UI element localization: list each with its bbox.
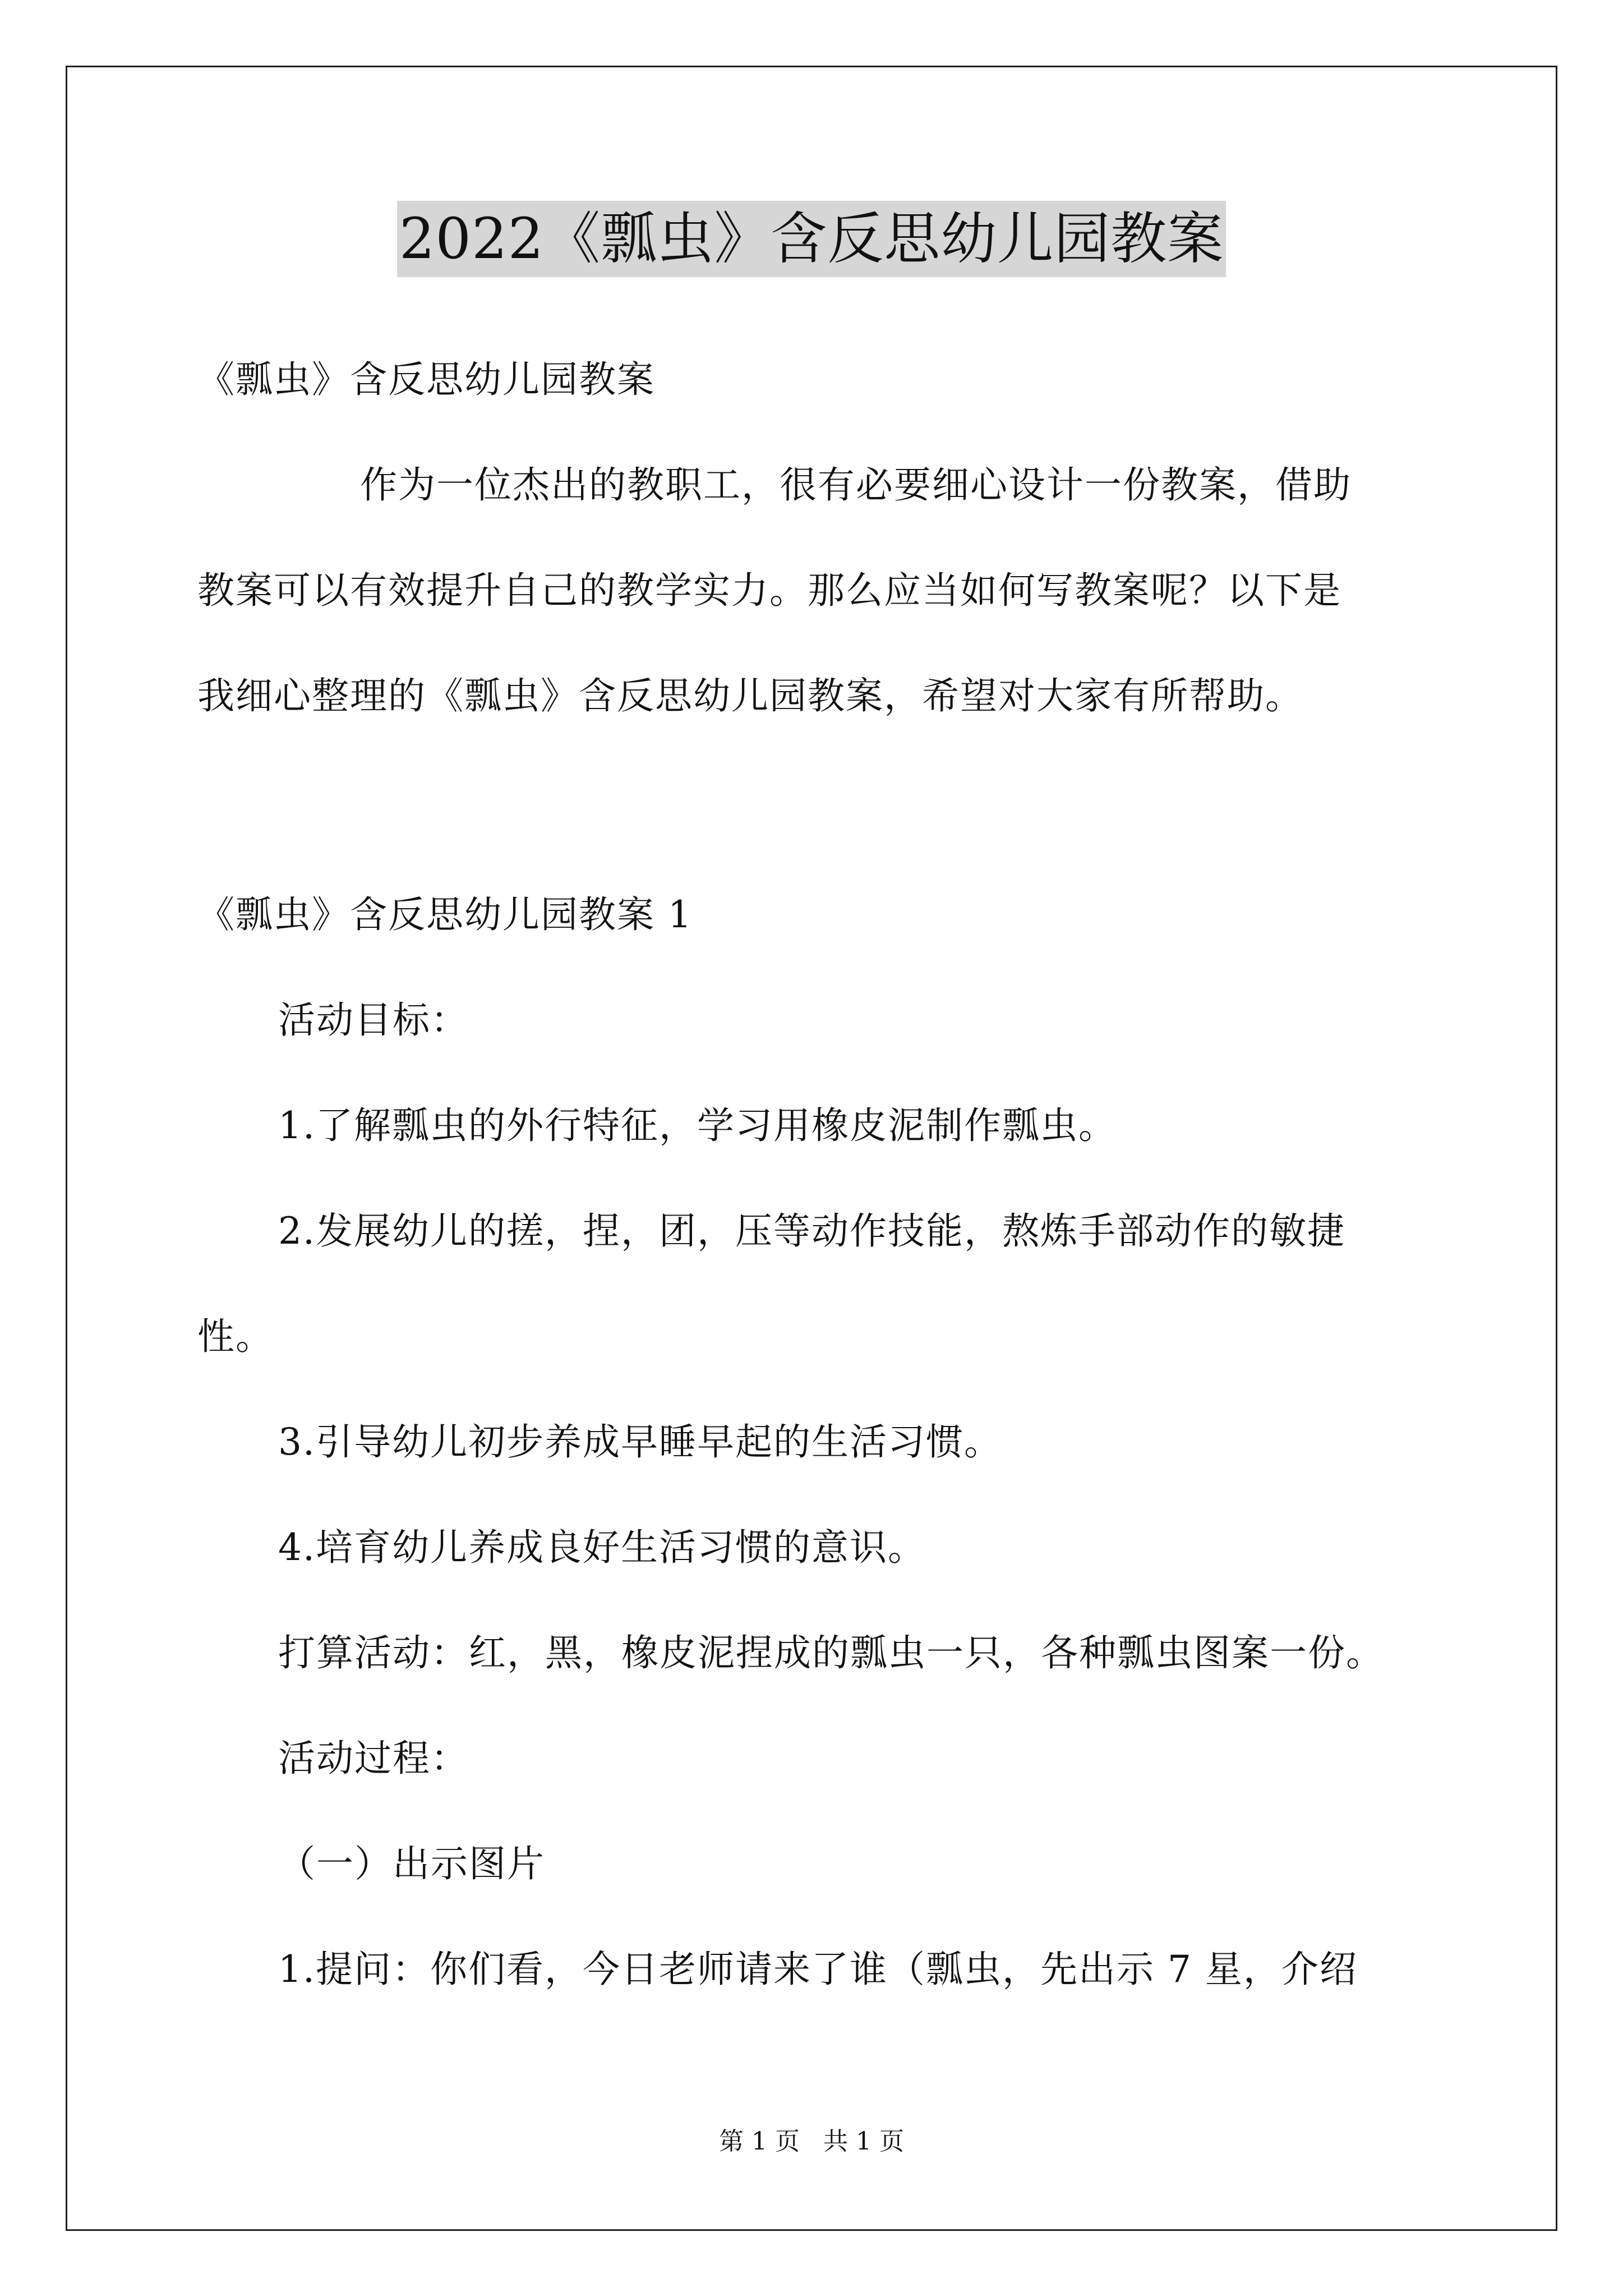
subtitle: 《瓢虫》含反思幼儿园教案 xyxy=(197,358,655,401)
activity-process-heading: 活动过程： xyxy=(278,1737,469,1780)
intro-paragraph-line-3: 我细心整理的《瓢虫》含反思幼儿园教案，希望对大家有所帮助。 xyxy=(197,674,1303,717)
section-heading: 《瓢虫》含反思幼儿园教案 1 xyxy=(197,893,693,936)
materials-paragraph: 打算活动：红，黑，橡皮泥捏成的瓢虫一只，各种瓢虫图案一份。 xyxy=(278,1631,1384,1674)
goal-item-1: 1.了解瓢虫的外行特征，学习用橡皮泥制作瓢虫。 xyxy=(278,1104,1117,1147)
intro-paragraph-line-1: 作为一位杰出的教职工，很有必要细心设计一份教案，借助 xyxy=(360,463,1352,507)
goal-item-3: 3.引导幼儿初步养成早睡早起的生活习惯。 xyxy=(278,1420,1002,1464)
goal-item-4: 4.培育幼儿养成良好生活习惯的意识。 xyxy=(278,1526,926,1569)
page-footer: 第 1 页 共 1 页 xyxy=(719,2127,904,2156)
title-container xyxy=(0,201,1623,277)
document-title: 2022《瓢虫》含反思幼儿园教案 xyxy=(397,201,1227,277)
process-step-heading: （一）出示图片 xyxy=(278,1842,545,1885)
activity-goals-heading: 活动目标： xyxy=(278,999,469,1042)
process-item-1: 1.提问：你们看，今日老师请来了谁（瓢虫，先出示 7 星，介绍 xyxy=(278,1948,1358,1991)
goal-item-2-line-1: 2.发展幼儿的搓，捏，团，压等动作技能，熬炼手部动作的敏捷 xyxy=(278,1209,1345,1253)
goal-item-2-line-2: 性。 xyxy=(197,1315,274,1358)
intro-paragraph-line-2: 教案可以有效提升自己的教学实力。那么应当如何写教案呢？以下是 xyxy=(197,569,1341,612)
